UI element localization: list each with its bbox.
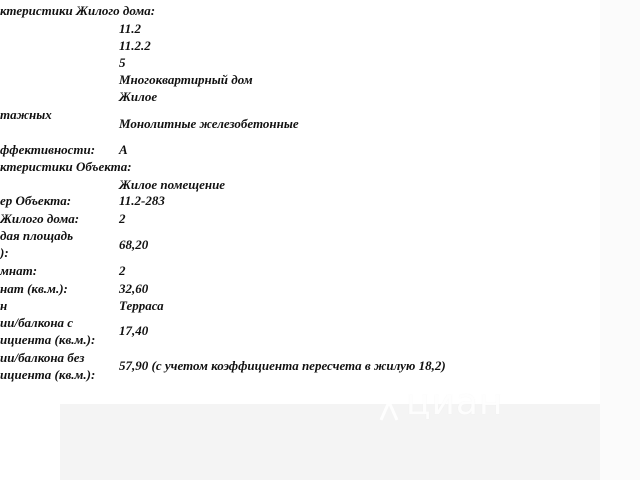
value-row-6: Монолитные железобетонные [119, 116, 299, 131]
label-row-11-line1: дая площадь [0, 228, 74, 243]
label-row-16-line1: ии/балкона без [0, 350, 85, 365]
value-row-15: 17,40 [119, 323, 149, 338]
label-row-9: ер Объекта: [0, 193, 72, 208]
label-row-16-line2: ициента (кв.м.): [0, 367, 96, 382]
page-bottom-area [60, 404, 600, 480]
cian-logo-icon [378, 390, 400, 418]
label-row-12: мнат: [0, 263, 38, 278]
value-row-5: Жилое [119, 89, 158, 104]
value-row-2: 11.2.2 [119, 38, 151, 53]
value-row-12: 2 [119, 263, 126, 278]
value-row-4: Многоквартирный дом [119, 72, 253, 87]
value-row-10: 2 [119, 211, 126, 226]
value-row-16: 57,90 (с учетом коэффициента пересчета в жилую 18,2) [119, 358, 446, 373]
page-right-strip [600, 0, 640, 480]
label-row-13: нат (кв.м.): [0, 281, 68, 296]
watermark-text: циан [406, 382, 504, 423]
value-row-8: Жилое помещение [119, 177, 226, 192]
label-row-7: ффективности: [0, 142, 96, 157]
value-row-3: 5 [119, 55, 126, 70]
label-row-11-line2: ): [0, 245, 9, 260]
section-heading-building: ктеристики Жилого дома: [0, 3, 156, 18]
label-row-6: тажных [0, 107, 52, 122]
value-row-11: 68,20 [119, 237, 149, 252]
label-row-14: н [0, 298, 8, 313]
label-row-15-line1: ии/балкона с [0, 315, 74, 330]
value-row-1: 11.2 [119, 21, 142, 36]
value-row-14: Терраса [119, 298, 164, 313]
section-heading-object: ктеристики Объекта: [0, 159, 132, 174]
cian-watermark [378, 382, 504, 423]
value-row-13: 32,60 [119, 281, 149, 296]
value-row-9: 11.2-283 [119, 193, 165, 208]
label-row-15-line2: ициента (кв.м.): [0, 332, 96, 347]
label-row-10: Жилого дома: [0, 211, 80, 226]
value-row-7: А [119, 142, 128, 157]
